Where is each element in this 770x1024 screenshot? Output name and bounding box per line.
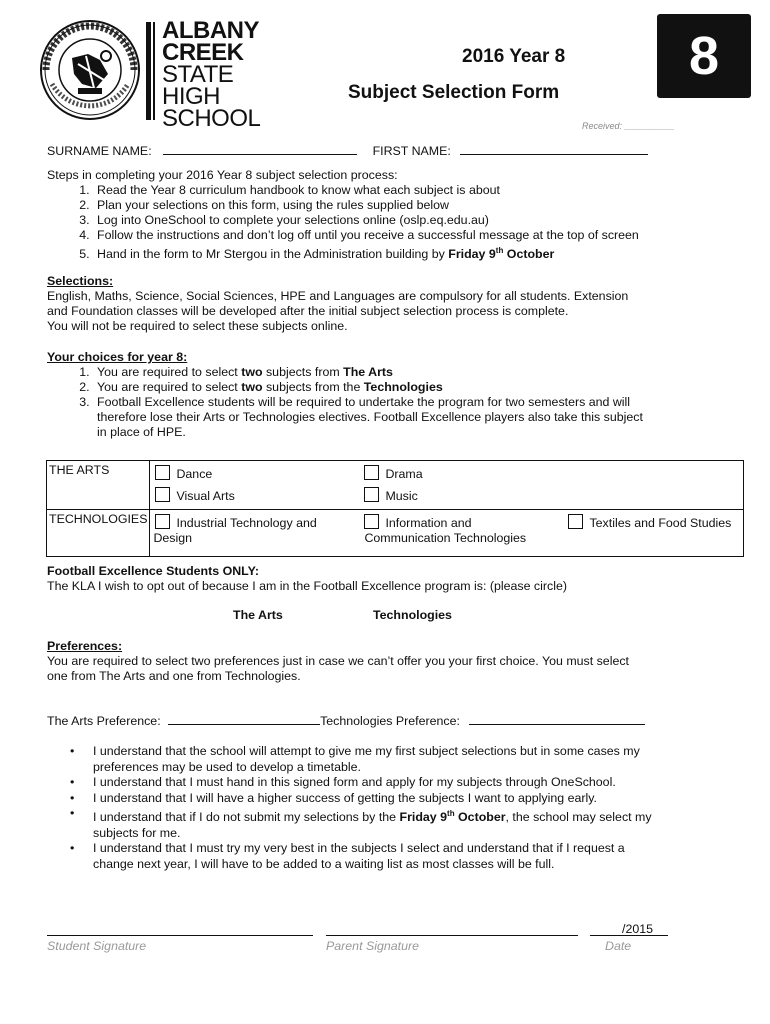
name-row bbox=[47, 144, 648, 158]
technologies-label: TECHNOLOGIES bbox=[47, 510, 150, 557]
preference-fields bbox=[47, 714, 645, 728]
acknowledgement-item: • I understand that I must hand in this signed form and apply for my subjects through OneSchool. bbox=[93, 775, 747, 791]
technologies-preference-label: Technologies Preference: bbox=[320, 714, 460, 728]
form-title: Subject Selection Form bbox=[348, 82, 560, 103]
preferences-text: You are required to select two preferences just in case we can’t offer you your first choice. You must select bbox=[47, 654, 629, 668]
checkbox[interactable] bbox=[155, 514, 170, 529]
step-item: 4. Follow the instructions and don’t log off until you receive a successful message at the top of screen bbox=[93, 228, 747, 243]
choice-item: 3. Football Excellence students will be required to undertake the program for two semesters and will therefore lose their Arts or Technologies electives. Football Excellence players also take this subject in place of HPE. bbox=[93, 395, 747, 440]
acknowledgement-item: • I understand that the school will attempt to give me my first subject selections but in some cases my preferences may be used to develop a timetable. bbox=[93, 744, 747, 775]
date-value: /2015 bbox=[622, 922, 654, 936]
checkbox[interactable] bbox=[364, 465, 379, 480]
preferences-section bbox=[47, 639, 747, 684]
first-name-field[interactable] bbox=[460, 154, 648, 155]
option-industrial-technology[interactable]: Industrial Technology and Design bbox=[153, 516, 317, 545]
technologies-options bbox=[150, 510, 744, 557]
option-dance[interactable]: Dance bbox=[155, 465, 212, 481]
option-textiles-food[interactable]: Textiles and Food Studies bbox=[568, 514, 731, 530]
choices-heading: Your choices for year 8: bbox=[47, 350, 188, 364]
surname-field[interactable] bbox=[163, 154, 357, 155]
selections-text: You will not be required to select these subjects online. bbox=[47, 319, 348, 333]
football-text: The KLA I wish to opt out of because I am in the Football Excellence program is: (please circle) bbox=[47, 579, 567, 593]
steps-intro: Steps in completing your 2016 Year 8 subject selection process: bbox=[47, 168, 398, 182]
circle-option-arts[interactable]: The Arts bbox=[233, 608, 283, 622]
checkbox[interactable] bbox=[364, 514, 379, 529]
preferences-text: one from The Arts and one from Technologies. bbox=[47, 669, 301, 683]
preferences-heading: Preferences: bbox=[47, 639, 123, 653]
selections-text: English, Maths, Science, Social Sciences, HPE and Languages are compulsory for all students. Extension bbox=[47, 289, 629, 303]
football-section bbox=[47, 564, 747, 594]
step-text: Hand in the form to Mr Stergou in the Administration building by bbox=[97, 247, 449, 262]
logo-bar-thin bbox=[153, 22, 155, 120]
school-seal-logo bbox=[38, 18, 142, 122]
choice-item: 1. You are required to select two subjects from The Arts bbox=[93, 365, 747, 380]
step-item: 3. Log into OneSchool to complete your selections online (oslp.eq.edu.au) bbox=[93, 213, 747, 228]
choices-section bbox=[47, 350, 747, 440]
acknowledgement-item: • I understand that if I do not submit my selections by the Friday 9th October, the school may select my subjects for me. bbox=[93, 806, 747, 841]
year-badge: 8 bbox=[657, 14, 751, 98]
parent-signature-line[interactable] bbox=[326, 935, 578, 936]
selections-section bbox=[47, 274, 747, 334]
arts-label: THE ARTS bbox=[47, 461, 150, 510]
school-name-line: STATE bbox=[162, 61, 234, 88]
school-name-line: HIGH bbox=[162, 83, 220, 110]
option-drama[interactable]: Drama bbox=[364, 465, 422, 481]
logo-bar bbox=[146, 22, 151, 120]
student-signature-line[interactable] bbox=[47, 935, 313, 936]
school-name-line: CREEK bbox=[162, 39, 244, 66]
step-item: 2. Plan your selections on this form, using the rules supplied below bbox=[93, 198, 747, 213]
school-name-line: SCHOOL bbox=[162, 105, 261, 132]
surname-label: SURNAME NAME: bbox=[47, 144, 152, 158]
football-heading: Football Excellence Students ONLY: bbox=[47, 564, 260, 578]
school-name bbox=[162, 17, 261, 132]
acknowledgement-item: • I understand that I must try my very best in the subjects I select and understand that if I request a change next year, I will have to be added to a waiting list as most classes will be full. bbox=[93, 841, 747, 872]
checkbox[interactable] bbox=[364, 487, 379, 502]
deadline-month: October bbox=[503, 247, 555, 262]
step-item bbox=[93, 243, 747, 262]
acknowledgements bbox=[47, 744, 747, 872]
selections-text: and Foundation classes will be developed after the initial subject selection process is complete. bbox=[47, 304, 569, 318]
subject-table bbox=[46, 460, 744, 557]
student-signature-label: Student Signature bbox=[47, 939, 147, 953]
steps-section bbox=[47, 168, 747, 262]
first-name-label: FIRST NAME: bbox=[372, 144, 451, 158]
deadline: Friday 9 bbox=[448, 247, 496, 262]
option-music[interactable]: Music bbox=[364, 487, 417, 503]
school-name-line: ALBANY bbox=[162, 17, 259, 44]
acknowledgement-item: • I understand that I will have a higher success of getting the subjects I want to applying early. bbox=[93, 791, 747, 807]
arts-preference-field[interactable] bbox=[168, 724, 320, 725]
selections-heading: Selections: bbox=[47, 274, 114, 288]
arts-preference-label: The Arts Preference: bbox=[47, 714, 161, 728]
circle-option-technologies[interactable]: Technologies bbox=[373, 608, 452, 622]
technologies-preference-field[interactable] bbox=[469, 724, 645, 725]
checkbox[interactable] bbox=[568, 514, 583, 529]
form-title-year: 2016 Year 8 bbox=[462, 46, 566, 67]
arts-options bbox=[150, 461, 744, 510]
date-label: Date bbox=[605, 939, 632, 953]
checkbox[interactable] bbox=[155, 487, 170, 502]
received-field: Received: __________ bbox=[582, 121, 675, 131]
step-item: 1. Read the Year 8 curriculum handbook to know what each subject is about bbox=[93, 183, 747, 198]
option-information-communication[interactable]: Information and Communication Technologies bbox=[364, 516, 527, 545]
parent-signature-label: Parent Signature bbox=[326, 939, 419, 953]
checkbox[interactable] bbox=[155, 465, 170, 480]
deadline-sup: th bbox=[495, 246, 504, 255]
choice-item: 2. You are required to select two subjects from the Technologies bbox=[93, 380, 747, 395]
option-visual-arts[interactable]: Visual Arts bbox=[155, 487, 234, 503]
